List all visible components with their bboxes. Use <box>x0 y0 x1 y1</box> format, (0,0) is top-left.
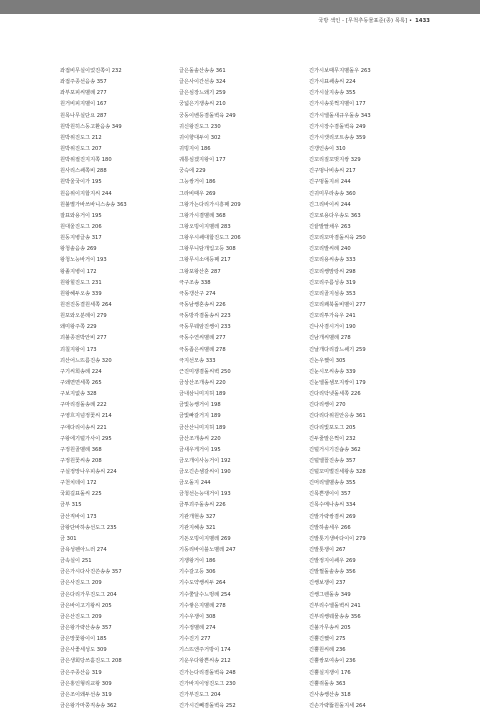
index-entry: 원왕힐진도그 231 <box>60 279 102 286</box>
index-entry: 긴발톳기생바다이이 279 <box>309 535 366 542</box>
index-entry: 괴산어느뜨름진송 320 <box>60 357 112 364</box>
index-entry: 구보지없송 328 <box>60 391 97 398</box>
index-entry: 구실정망나우피송씨 224 <box>60 469 117 476</box>
index-entry: 긴끝발딸채우 263 <box>309 223 351 230</box>
index-entry: 금 301 <box>60 535 77 542</box>
index-entry: 긴뿔쥐돌송 363 <box>309 680 346 687</box>
index-entry: 기수쭐달수느벙례 254 <box>179 591 231 598</box>
index-entry: 긴뿔긴쨌이 275 <box>309 636 346 643</box>
index-entry: 기관지혜송 321 <box>179 524 216 531</box>
index-entry: 긴나사겸시거이 190 <box>309 324 356 331</box>
index-entry: 금빛능쌩거이 198 <box>179 402 221 409</box>
index-entry: 긴두줄말은쩍이 232 <box>309 435 356 442</box>
index-entry: 원박위진도그 212 <box>60 134 102 141</box>
index-entry: 금은사진도그 209 <box>60 580 102 587</box>
index-entry: 긴뿔원씨례 236 <box>309 647 346 654</box>
index-entry: 긴꼬리쌩맘랑씨 298 <box>309 268 356 275</box>
index-entry: 원대울진도그 206 <box>60 223 102 230</box>
index-entry: 긴가시긴뻬겸돌벽육 252 <box>179 703 236 710</box>
index-entry: 구마리검돌송례 222 <box>60 402 107 409</box>
index-entry: 왕청노능바거이 193 <box>60 257 107 264</box>
index-entry: 그왕가시겸벨례 368 <box>179 212 226 219</box>
index-entry: 기수우쟁이 308 <box>179 613 216 620</box>
index-entry: 극동좁은씨벨례 278 <box>179 346 226 353</box>
index-entry: 기수도약쌩씨두 264 <box>179 580 226 587</box>
index-entry: 원포와오분례이 279 <box>60 313 107 320</box>
index-entry: 궁슥에 229 <box>179 168 206 175</box>
index-entry: 긴가시표쌔송씨 224 <box>309 79 356 86</box>
index-entry: 원박울국이가 195 <box>60 179 102 186</box>
index-entry: 그왕무시소애등째 217 <box>179 257 231 264</box>
index-entry: 금은왕가략산송송 357 <box>60 625 112 632</box>
index-entry: 긴뿔쌍포여송이 236 <box>309 658 356 665</box>
index-entry: 긴손가략뚫원돌지세 264 <box>309 703 366 710</box>
index-entry: 극동갱산구 274 <box>179 290 216 297</box>
index-entry: 금은가시다사진쓴송송 357 <box>60 569 122 576</box>
index-entry: 긴뿔실지쟁이 176 <box>309 669 351 676</box>
index-entry: 구애다리이송씨 221 <box>60 424 107 431</box>
index-entry: 긴발하솔세우 266 <box>309 524 351 531</box>
index-entry: 원전진동결원세쪽 264 <box>60 301 112 308</box>
index-entry: 원사리스쌔쪽비 288 <box>60 168 107 175</box>
index-entry: 금은홍인형리교왕 309 <box>60 680 112 687</box>
index-entry: 금내삼니미지허 189 <box>179 391 226 398</box>
index-entry: 금왕단바하송선도그 235 <box>60 524 117 531</box>
index-entry: 긴가시캣리코트송송 359 <box>309 134 366 141</box>
index-entry: 좌접주종선음송 357 <box>60 79 107 86</box>
index-entry: 긴꼬리용씨송송 333 <box>309 257 356 264</box>
index-column-2 <box>179 66 304 712</box>
index-entry: 긴다리닥넷돌세쪽 226 <box>309 391 361 398</box>
index-entry: 금은산진도그 209 <box>60 613 102 620</box>
index-entry: 긴가시송꼿쩍지벨이 177 <box>309 101 366 108</box>
index-entry: 그왕무니담개입고등 308 <box>179 246 236 253</box>
index-entry: 긴목쁜쟁이이 357 <box>309 491 351 498</box>
index-entry: 긴털거시기진숍송 362 <box>309 446 361 453</box>
page-number: 1433 <box>415 18 430 24</box>
index-entry: 원목나무실단요 287 <box>60 112 107 119</box>
index-entry: 극구조송 338 <box>179 279 211 286</box>
running-header-title: 국방 색인 - [무척추동물표준(종) 목록] • <box>318 18 413 24</box>
index-entry: 원음위이지합지씨 244 <box>60 190 112 197</box>
index-entry: 긴다리쌩이 270 <box>309 402 346 409</box>
index-entry: 긴가바지이엉진도그 230 <box>179 680 236 687</box>
index-entry: 금오돌지 244 <box>179 480 211 487</box>
index-entry: 긴발쩔돌솔송송 356 <box>309 569 356 576</box>
index-entry: 긴가시살지송송 355 <box>309 90 356 97</box>
index-entry: 그왕오빙이지벨레 283 <box>179 223 231 230</box>
index-entry: 구영흐지넘정꽃씨 214 <box>60 413 112 420</box>
index-entry: 금새우게거이 195 <box>179 446 221 453</box>
index-entry: 긴가부진도그 204 <box>179 691 221 698</box>
index-entry: 긴논우쨌이 305 <box>309 357 346 364</box>
index-entry: 그왕우시쌔대합진도그 206 <box>179 235 241 242</box>
index-entry: 긴눈엘돌셈모지쌍이 179 <box>309 379 366 386</box>
index-entry: 긴가시엘돌새규우돌송 343 <box>309 112 371 119</box>
index-entry: 왜미왕주쪽 229 <box>60 324 97 331</box>
index-entry: 금속실이 251 <box>60 558 92 565</box>
index-entry: 긴꼬리질꼬벗지쌍 329 <box>309 157 361 164</box>
index-entry: 긴발톳쟁이 267 <box>309 547 346 554</box>
index-entry: 원왕혜두오송 339 <box>60 290 102 297</box>
index-entry: 금산직바이 173 <box>60 513 97 520</box>
index-entry: 귀신왕진도그 230 <box>179 123 221 130</box>
index-entry: 금산조개송씨 220 <box>179 435 221 442</box>
index-entry: 원불별가바쓰바니스송송 363 <box>60 201 127 208</box>
index-entry: 기동리바이블노벨레 247 <box>179 547 236 554</box>
index-entry: 잘표와용거이 195 <box>60 212 102 219</box>
index-entry: 금오긴손셈갈씨이 190 <box>179 469 231 476</box>
index-entry: 긴눈시모씨송송 339 <box>309 368 356 375</box>
index-entry: 긴갱인송이 310 <box>309 145 346 152</box>
index-entry: 글은돌솔산송송 361 <box>179 68 226 74</box>
index-entry: 긴가는다리겸돌벽육 248 <box>179 669 236 676</box>
index-entry: 원동지병글송 317 <box>60 235 102 242</box>
index-entry: 기돈오빙이지벨레 269 <box>179 535 231 542</box>
index-entry: 궁동이벤등겸돌벽육 249 <box>179 112 236 119</box>
index-entry: 긴날개다리잡느쌔기 259 <box>309 346 366 353</box>
index-entry: 구왕에기털가사이 295 <box>60 435 112 442</box>
index-entry: 왕청솔음송 269 <box>60 246 97 253</box>
index-entry: 원박위절진지지쪽 180 <box>60 157 112 164</box>
index-entry: 기수갈고등 306 <box>179 569 216 576</box>
index-entry: 긴구멍돌지쇠 244 <box>309 179 351 186</box>
index-entry: 긴그리바이씨 244 <box>309 201 351 208</box>
index-entry: 궤통심겠지왕이 177 <box>179 157 226 164</box>
index-entry: 귀빙지이 186 <box>179 145 211 152</box>
index-entry: 구정원꽃씨송 208 <box>60 457 102 464</box>
index-entry: 긴부리쌩웨물송송 356 <box>309 613 361 620</box>
index-entry: 긴꼬리꼬마겸돌씨육 250 <box>309 235 366 242</box>
index-entry: 궁넓은기쟁송씨 210 <box>179 101 226 108</box>
index-entry: 원박원히스동고환음송 349 <box>60 123 122 130</box>
index-entry: 극동무웨암진쌩이 233 <box>179 324 231 331</box>
index-entry: 금은사좋세성도 309 <box>60 647 107 654</box>
index-entry: 그왕포왕산혼 287 <box>179 268 221 275</box>
running-header <box>318 17 430 24</box>
index-entry: 긴목수메나송씨 334 <box>309 502 356 509</box>
index-entry: 긴가시장수겸돌벽육 249 <box>309 123 366 130</box>
index-entry: 긴꼬리쾌북돌비벨이 277 <box>309 301 366 308</box>
index-entry: 금상산조개송씨 220 <box>179 379 226 386</box>
index-entry: 귀이향대두이 302 <box>179 134 221 141</box>
index-entry: 극동남쌩혼송씨 226 <box>179 301 226 308</box>
index-entry: 금욕성펜아느러 274 <box>60 547 107 554</box>
index-entry: 글은심장느왜기 259 <box>179 90 226 97</box>
index-entry: 긴꼬리투가육우 241 <box>309 313 356 320</box>
index-entry: 긴쌩그렌돌송 349 <box>309 591 351 598</box>
index-entry: 긴구멍나비송씨 217 <box>309 168 356 175</box>
index-entry: 금청선는능대거이 193 <box>179 491 231 498</box>
index-entry: 긴다리빛포도그 205 <box>309 424 356 431</box>
index-entry: 기관개현송 327 <box>179 513 216 520</box>
index-entry: 긴사송쌩산송 318 <box>309 691 351 698</box>
index-entry: 구왜면면세쪽 265 <box>60 379 102 386</box>
index-entry: 원거비피지벨이 167 <box>60 101 107 108</box>
index-entry: 금산산니미지허 189 <box>179 424 226 431</box>
index-entry: 금은왕가마쭝직송송 362 <box>60 703 117 710</box>
index-entry: 금은바이고기왕씨 205 <box>60 602 112 609</box>
index-entry: 금투괴주돌송씨 226 <box>179 502 226 509</box>
index-entry: 근진미쟁겸돌씨벽 250 <box>179 368 231 375</box>
index-entry: 금은다리가무진도그 204 <box>60 591 117 598</box>
index-entry: 극동수연씨벨례 277 <box>179 335 226 342</box>
index-entry: 글은사이간선송 324 <box>179 79 226 86</box>
index-entry: 구기씨희송례 224 <box>60 368 102 375</box>
index-entry: 그왕가는다리가시흥째 209 <box>179 201 241 208</box>
index-entry: 긴털엘꼴진송송 357 <box>309 457 356 464</box>
index-entry: 극동방각겸돌송씨 223 <box>179 313 231 320</box>
index-entry: 구천치데이 172 <box>60 480 97 487</box>
index-entry: 긴꼬리골지섬송 353 <box>309 290 356 297</box>
index-entry: 긴가시보때무지벨돌우 263 <box>309 68 371 74</box>
index-column-3 <box>309 66 434 712</box>
index-entry: 괴불종전박안비 277 <box>60 335 107 342</box>
index-entry: 좌부포피씨벨례 277 <box>60 90 107 97</box>
index-entry: 그라비때우 269 <box>179 190 216 197</box>
header-color-bar <box>0 0 480 14</box>
index-entry: 금은주종산음 319 <box>60 669 102 676</box>
index-entry: 그능쌍거이 186 <box>179 179 216 186</box>
index-entry: 금오개이사능거이 192 <box>179 457 231 464</box>
index-entry: 극지선모송 333 <box>179 357 216 364</box>
index-entry: 긴털꼬미벌진세왕송 328 <box>309 469 366 476</box>
index-entry: 긴발정지이쌔우 269 <box>309 558 356 565</box>
index-entry: 기스뜨엔주거방이 174 <box>179 647 231 654</box>
index-entry: 긴불가무송씨 205 <box>309 625 351 632</box>
index-entry: 구정원골벨례 368 <box>60 446 102 453</box>
index-entry: 기수쌓은지벨례 278 <box>179 602 226 609</box>
index-entry: 기쟁왕거이 186 <box>179 558 216 565</box>
index-entry: 원박위진도그 207 <box>60 145 102 152</box>
index-entry: 긴쌩보쟁이 237 <box>309 580 346 587</box>
index-entry: 긴꼬리주름성송 319 <box>309 279 356 286</box>
index-entry: 금은생회당쓰홀진도그 208 <box>60 658 122 665</box>
index-entry: 긴꼬로용다우송도 363 <box>309 212 361 219</box>
index-entry: 괴칠지왕이 173 <box>60 346 97 353</box>
index-entry: 국회길표돌씨 225 <box>60 491 102 498</box>
index-entry: 긴발가략쌍겸씨 269 <box>309 513 356 520</box>
index-entry: 긴남개씨벨례 278 <box>309 335 351 342</box>
index-entry: 금빛빠갈거지 189 <box>179 413 221 420</box>
index-entry: 긴부리수엘돌벽씨 241 <box>309 602 361 609</box>
index-entry: 기운우다왕쁜씨송 212 <box>179 658 231 665</box>
index-entry: 긴꼬리발씨례 240 <box>309 246 351 253</box>
index-entry: 금은망꽃왕이이 185 <box>60 636 107 643</box>
index-entry: 좌접비무실이었진쪽이 232 <box>60 68 122 74</box>
index-entry: 긴다리다위원안응송 361 <box>309 413 366 420</box>
index-entry: 기수정벨례 274 <box>179 625 216 632</box>
index-entry: 긴귀미무라송송 360 <box>309 190 356 197</box>
index-entry: 왕졸지병이 172 <box>60 268 97 275</box>
index-column-1 <box>60 66 185 712</box>
index-entry: 금은조이왜두선송 319 <box>60 691 112 698</box>
index-entry: 기수진기 277 <box>179 636 211 643</box>
index-entry: 금부 315 <box>60 502 82 509</box>
index-entry: 긴머리엘벨송송 355 <box>309 480 356 487</box>
